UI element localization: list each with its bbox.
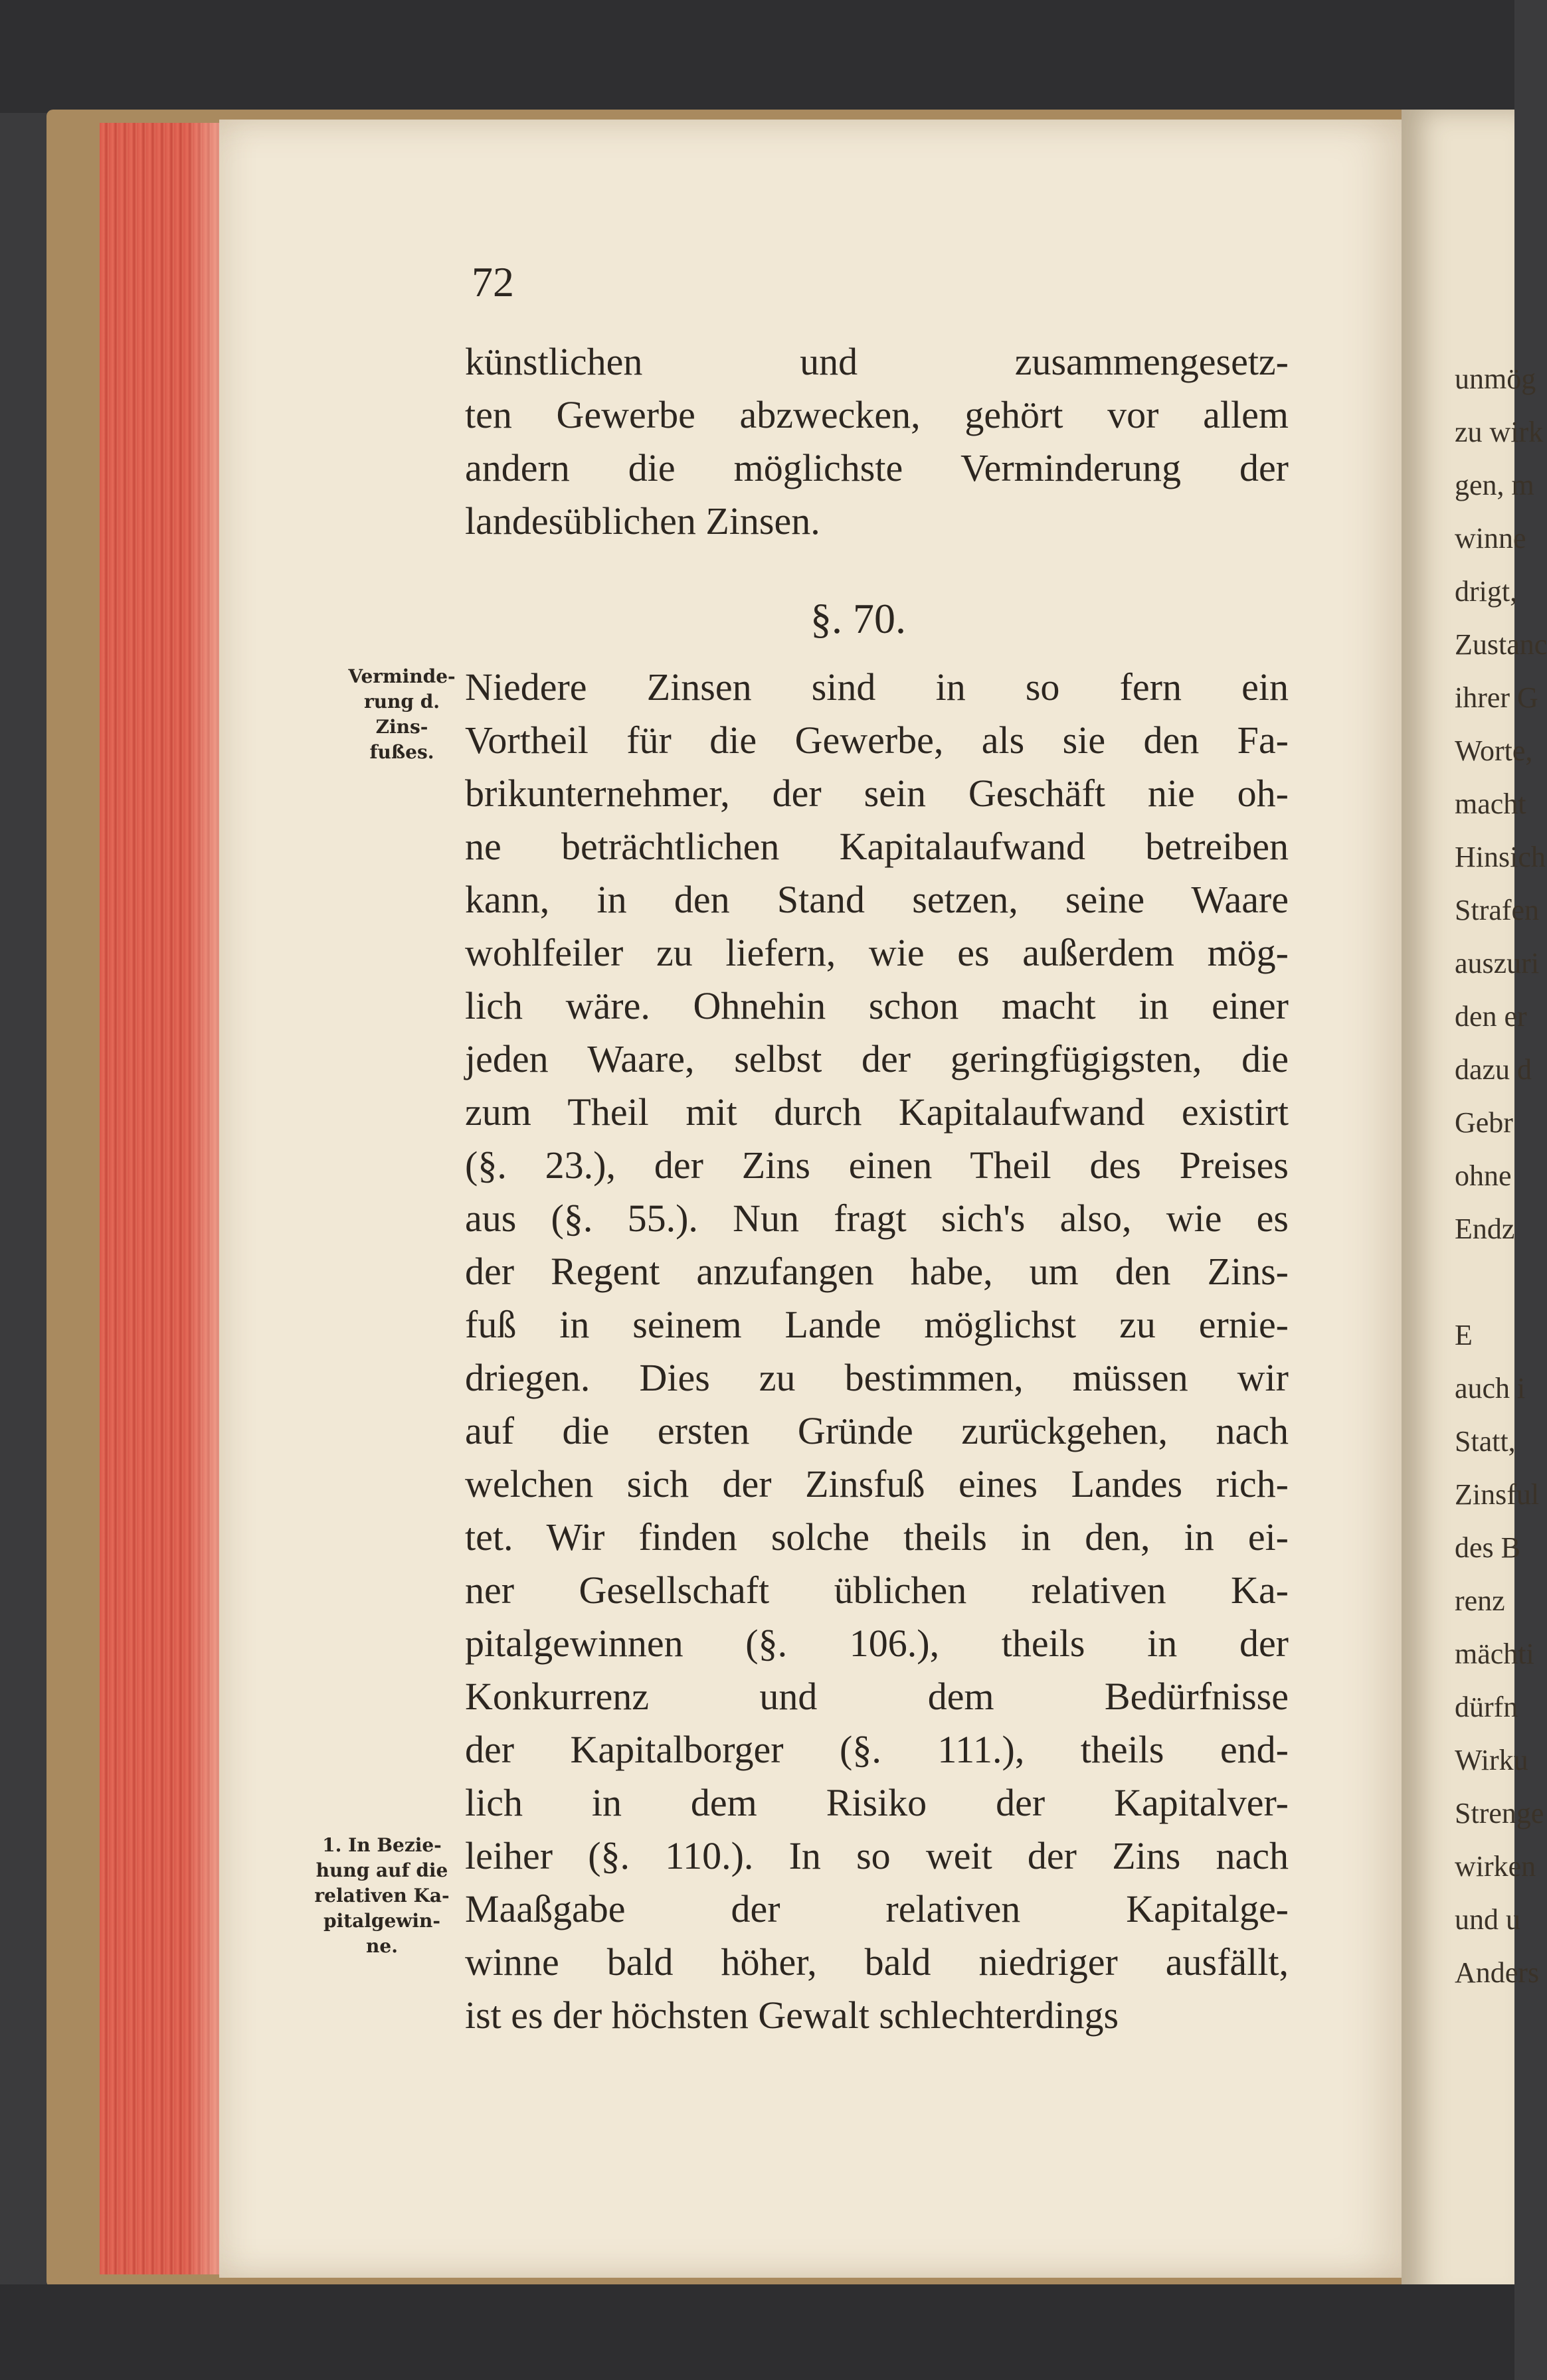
facing-page-line: und u [1455, 1903, 1520, 1936]
text-line: kann, in den Stand setzen, seine Waare [465, 878, 1289, 921]
facing-page-line: wirken [1455, 1850, 1536, 1883]
facing-page-line: zu wirk [1455, 416, 1544, 448]
text-line: leiher (§. 110.). In so weit der Zins nach [465, 1834, 1289, 1877]
facing-page-line: Hinsich [1455, 841, 1546, 873]
text-line: Vortheil für die Gewerbe, als sie den Fa- [465, 719, 1289, 762]
margin-note-line: rung d. Zins- [363, 691, 440, 738]
text-line: andern die möglichste Verminderung der [465, 446, 1289, 489]
facing-page-line: ohne [1455, 1159, 1512, 1192]
margin-note-line: ne. [366, 1935, 398, 1957]
facing-page-line: drigt, [1455, 575, 1518, 608]
text-line: der Kapitalborger (§. 111.), theils end- [465, 1728, 1289, 1771]
margin-note-line: pitalgewin- [323, 1910, 441, 1932]
section-number: §. 70. [810, 595, 906, 642]
text-line: welchen sich der Zinsfuß eines Landes rich- [465, 1462, 1289, 1505]
text-line: auf die ersten Gründe zurückgehen, nach [465, 1409, 1289, 1452]
text-line: Maaßgabe der relativen Kapitalge- [465, 1887, 1289, 1930]
text-line: tet. Wir finden solche theils in den, in ei- [465, 1515, 1289, 1559]
text-line: pitalgewinnen (§. 106.), theils in der [465, 1622, 1289, 1665]
text-line: Niedere Zinsen sind in so fern ein [465, 665, 1289, 709]
facing-page-line: dürfn [1455, 1691, 1518, 1723]
facing-page-line: dazu d [1455, 1053, 1532, 1086]
margin-note-verminderung [335, 664, 468, 765]
facing-page-line: Worte, [1455, 734, 1533, 767]
facing-page-line: unmög [1455, 363, 1536, 395]
facing-page-line: macht [1455, 788, 1526, 820]
facing-page-line: Zustanc [1455, 628, 1547, 661]
text-line: ten Gewerbe abzwecken, gehört vor allem [465, 393, 1289, 436]
text-line: ist es der höchsten Gewalt schlechterdings [465, 1994, 1119, 2037]
facing-page-line: ihrer G [1455, 681, 1538, 714]
text-line: künstlichen und zusammengesetz- [465, 340, 1289, 383]
backdrop [0, 0, 1514, 113]
facing-page-line: winne [1455, 522, 1526, 554]
margin-note-line: fußes. [369, 741, 434, 763]
text-line: ne beträchtlichen Kapitalaufwand betreiben [465, 825, 1289, 868]
facing-page-line: Wirku [1455, 1744, 1528, 1776]
facing-page-line: Strafen [1455, 894, 1540, 926]
intro-paragraph [465, 335, 1289, 548]
facing-page-line: auszuri [1455, 947, 1540, 979]
facing-page-line: den er [1455, 1000, 1527, 1033]
facing-page-line: mächti [1455, 1638, 1534, 1670]
text-line: landesüblichen Zinsen. [465, 499, 820, 543]
text-line: der Regent anzufangen habe, um den Zins- [465, 1250, 1289, 1293]
facing-page-line: renz [1455, 1584, 1505, 1617]
facing-page-line: Endz [1455, 1213, 1515, 1245]
margin-note-line: relativen Ka- [314, 1885, 450, 1907]
text-line: winne bald höher, bald niedriger ausfällt, [465, 1940, 1289, 1984]
text-line: aus (§. 55.). Nun fragt sich's also, wie es [465, 1197, 1289, 1240]
margin-note-line: Verminde- [348, 665, 456, 687]
text-line: (§. 23.), der Zins einen Theil des Preises [465, 1144, 1289, 1187]
facing-page-line: Zinsful [1455, 1478, 1540, 1511]
facing-page-line: Statt, [1455, 1425, 1516, 1458]
facing-page-line: gen, m [1455, 469, 1534, 501]
text-line: lich wäre. Ohnehin schon macht in einer [465, 984, 1289, 1027]
text-line: Konkurrenz und dem Bedürfnisse [465, 1675, 1289, 1718]
facing-page-line: des B [1455, 1531, 1520, 1564]
text-line: fuß in seinem Lande möglichst zu ernie- [465, 1303, 1289, 1346]
margin-note-line: 1. In Bezie- [322, 1834, 442, 1856]
margin-note-line: hung auf die [316, 1859, 448, 1881]
text-line: brikunternehmer, der sein Geschäft nie oh- [465, 772, 1289, 815]
facing-page-line: E [1455, 1319, 1473, 1351]
facing-page-line: auch i [1455, 1372, 1526, 1404]
text-line: driegen. Dies zu bestimmen, müssen wir [465, 1356, 1289, 1399]
text-line: zum Theil mit durch Kapitalaufwand existirt [465, 1090, 1289, 1134]
text-line: wohlfeiler zu liefern, wie es außerdem mög- [465, 931, 1289, 974]
text-line: jeden Waare, selbst der geringfügigsten, die [465, 1037, 1289, 1080]
facing-page [1402, 110, 1547, 2308]
facing-page-line: Strenge [1455, 1797, 1544, 1829]
facing-page-line: Anders [1455, 1956, 1540, 1989]
section-paragraph [465, 661, 1289, 2042]
bottom-shadow [0, 2284, 1514, 2380]
margin-note-beziehung [302, 1833, 462, 1959]
page-number: 72 [472, 258, 514, 305]
facing-page-line: Gebr [1455, 1106, 1513, 1139]
text-line: ner Gesellschaft üblichen relativen Ka- [465, 1569, 1289, 1612]
text-line: lich in dem Risiko der Kapitalver- [465, 1781, 1289, 1824]
